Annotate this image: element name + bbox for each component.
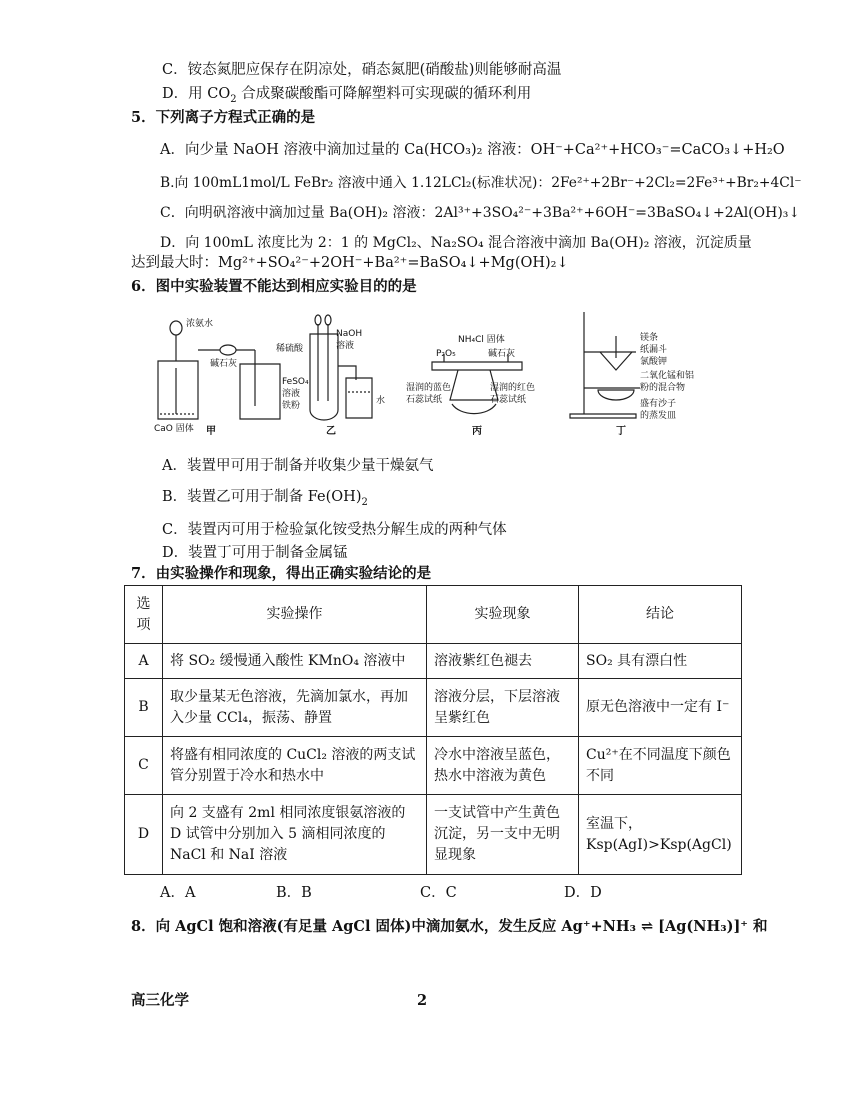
label-naoh-solution: 溶液 (336, 341, 355, 351)
q6-option-a: A．装置甲可用于制备并收集少量干燥氨气 (162, 458, 434, 474)
label-dil-h2so4: 稀硫酸 (276, 344, 304, 354)
label-kclo3: 氯酸钾 (640, 357, 668, 367)
apparatus-ding (570, 312, 694, 437)
q7-option-a: A．A (160, 885, 196, 901)
header-operation: 实验操作 (163, 586, 427, 644)
q8-text: 8．向 AgCl 饱和溶液(有足量 AgCl 固体)中滴加氨水，发生反应 Ag⁺+NH₃ ⇌ [Ag(NH₃)]⁺ 和 (131, 918, 768, 935)
row-option: D (125, 795, 163, 875)
apparatus-jia (154, 317, 280, 437)
label-iron: 铁粉 (282, 401, 301, 411)
row-phenomenon: 溶液分层，下层溶液呈紫红色 (427, 679, 579, 737)
table-header-row (125, 586, 742, 644)
label-bing: 丙 (472, 426, 482, 437)
label-feso4-solution: 溶液 (282, 389, 301, 399)
label-sand2: 的蒸发皿 (640, 411, 677, 421)
q4-option-c: C．铵态氮肥应保存在阴凉处，硝态氮肥(硝酸盐)则能够耐高温 (162, 62, 562, 78)
row-operation: 将 SO₂ 缓慢通入酸性 KMnO₄ 溶液中 (163, 644, 427, 679)
q7-option-c: C．C (420, 885, 457, 901)
table-row (125, 679, 742, 737)
row-option: B (125, 679, 163, 737)
table-row (125, 737, 742, 795)
label-litmus2: 石蕊试纸 (490, 395, 527, 405)
row-phenomenon: 溶液紫红色褪去 (427, 644, 579, 679)
row-conclusion: SO₂ 具有漂白性 (579, 644, 742, 679)
label-ding: 丁 (616, 426, 626, 437)
label-wet-red: 湿润的红色 (490, 383, 536, 393)
label-paper-funnel: 纸漏斗 (640, 345, 668, 355)
row-option: A (125, 644, 163, 679)
q5-option-d-line2: 达到最大时：Mg²⁺+SO₄²⁻+2OH⁻+Ba²⁺=BaSO₄↓+Mg(OH)₂↓ (131, 255, 569, 271)
header-option: 选项 (125, 586, 163, 644)
row-operation: 向 2 支盛有 2ml 相同浓度银氨溶液的 D 试管中分别加入 5 滴相同浓度的 NaCl 和 NaI 溶液 (163, 795, 427, 875)
table-row (125, 795, 742, 875)
footer-page-number: 2 (417, 992, 428, 1009)
label-mno2-2: 粉的混合物 (640, 383, 686, 393)
header-phenomenon: 实验现象 (427, 586, 579, 644)
q6-option-b: B．装置乙可用于制备 $Fe(OH)_2$ (162, 489, 368, 508)
row-conclusion: 原无色溶液中一定有 I⁻ (579, 679, 742, 737)
label-yi: 乙 (326, 426, 336, 437)
label-soda-lime: 碱石灰 (210, 359, 238, 369)
label-p2o5: P₂O₅ (436, 349, 456, 359)
q5-option-d-line1: D．向 100mL 浓度比为 2：1 的 MgCl₂、Na₂SO₄ 混合溶液中滴加 Ba(OH)₂ 溶液，沉淀质量 (160, 235, 752, 251)
label-mno2-1: 二氧化锰和铝 (640, 371, 695, 381)
experiment-table (124, 585, 742, 875)
header-conclusion: 结论 (579, 586, 742, 644)
label-wet-blue: 湿润的蓝色 (406, 383, 452, 393)
apparatus-bing (406, 333, 535, 437)
row-phenomenon: 冷水中溶液呈蓝色，热水中溶液为黄色 (427, 737, 579, 795)
label-mg-ribbon: 镁条 (640, 333, 659, 343)
q6-option-c: C．装置丙可用于检验氯化铵受热分解生成的两种气体 (162, 522, 507, 538)
row-operation: 将盛有相同浓度的 CuCl₂ 溶液的两支试管分别置于冷水和热水中 (163, 737, 427, 795)
q7-option-b: B．B (276, 885, 312, 901)
q5-option-a: A．向少量 NaOH 溶液中滴加过量的 Ca(HCO₃)₂ 溶液：OH⁻+Ca²⁺+HCO₃⁻=CaCO₃↓+H₂O (160, 142, 785, 158)
q5-option-b: B.向 100mL1mol/L FeBr₂ 溶液中通入 1.12LCl₂(标准状况)：2Fe²⁺+2Br⁻+2Cl₂=2Fe³⁺+Br₂+4Cl⁻ (160, 175, 802, 191)
footer-subject: 高三化学 (131, 992, 189, 1009)
q7-options (160, 883, 620, 903)
label-nh4cl: NH₄Cl 固体 (458, 335, 505, 345)
row-option: C (125, 737, 163, 795)
label-litmus1: 石蕊试纸 (406, 395, 443, 405)
label-soda-lime2: 碱石灰 (488, 349, 516, 359)
q6-stem: 6．图中实验装置不能达到相应实验目的的是 (131, 278, 417, 295)
row-operation: 取少量某无色溶液，先滴加氯水，再加入少量 CCl₄，振荡、静置 (163, 679, 427, 737)
q7-option-d: D．D (564, 885, 602, 901)
q7-stem: 7．由实验操作和现象，得出正确实验结论的是 (131, 565, 432, 582)
label-jia: 甲 (206, 426, 216, 437)
apparatus-figure (140, 306, 700, 438)
conclusion-d-line2: Ksp(AgI)>Ksp(AgCl) (586, 836, 732, 853)
label-sand1: 盛有沙子 (640, 399, 677, 409)
apparatus-yi (276, 315, 385, 437)
label-naoh: NaOH (336, 329, 363, 339)
table-row (125, 644, 742, 679)
q5-option-c: C．向明矾溶液中滴加过量 Ba(OH)₂ 溶液：2Al³⁺+3SO₄²⁻+3Ba²⁺+6OH⁻=3BaSO₄↓+2Al(OH)₃↓ (160, 205, 801, 221)
q5-stem: 5．下列离子方程式正确的是 (131, 109, 316, 126)
label-feso4: FeSO₄ (282, 377, 309, 387)
q6-option-d: D．装置丁可用于制备金属锰 (162, 545, 348, 561)
row-phenomenon: 一支试管中产生黄色沉淀，另一支中无明显现象 (427, 795, 579, 875)
label-water: 水 (376, 396, 386, 406)
label-cao: CaO 固体 (154, 424, 194, 434)
label-nh3-water: 浓氨水 (186, 319, 214, 329)
row-conclusion (579, 795, 742, 875)
conclusion-d-line1: 室温下， (586, 815, 642, 832)
q4-option-d: D．用 $CO_2$ 合成聚碳酸酯可降解塑料可实现碳的循环利用 (162, 86, 532, 105)
row-conclusion: Cu²⁺在不同温度下颜色不同 (579, 737, 742, 795)
